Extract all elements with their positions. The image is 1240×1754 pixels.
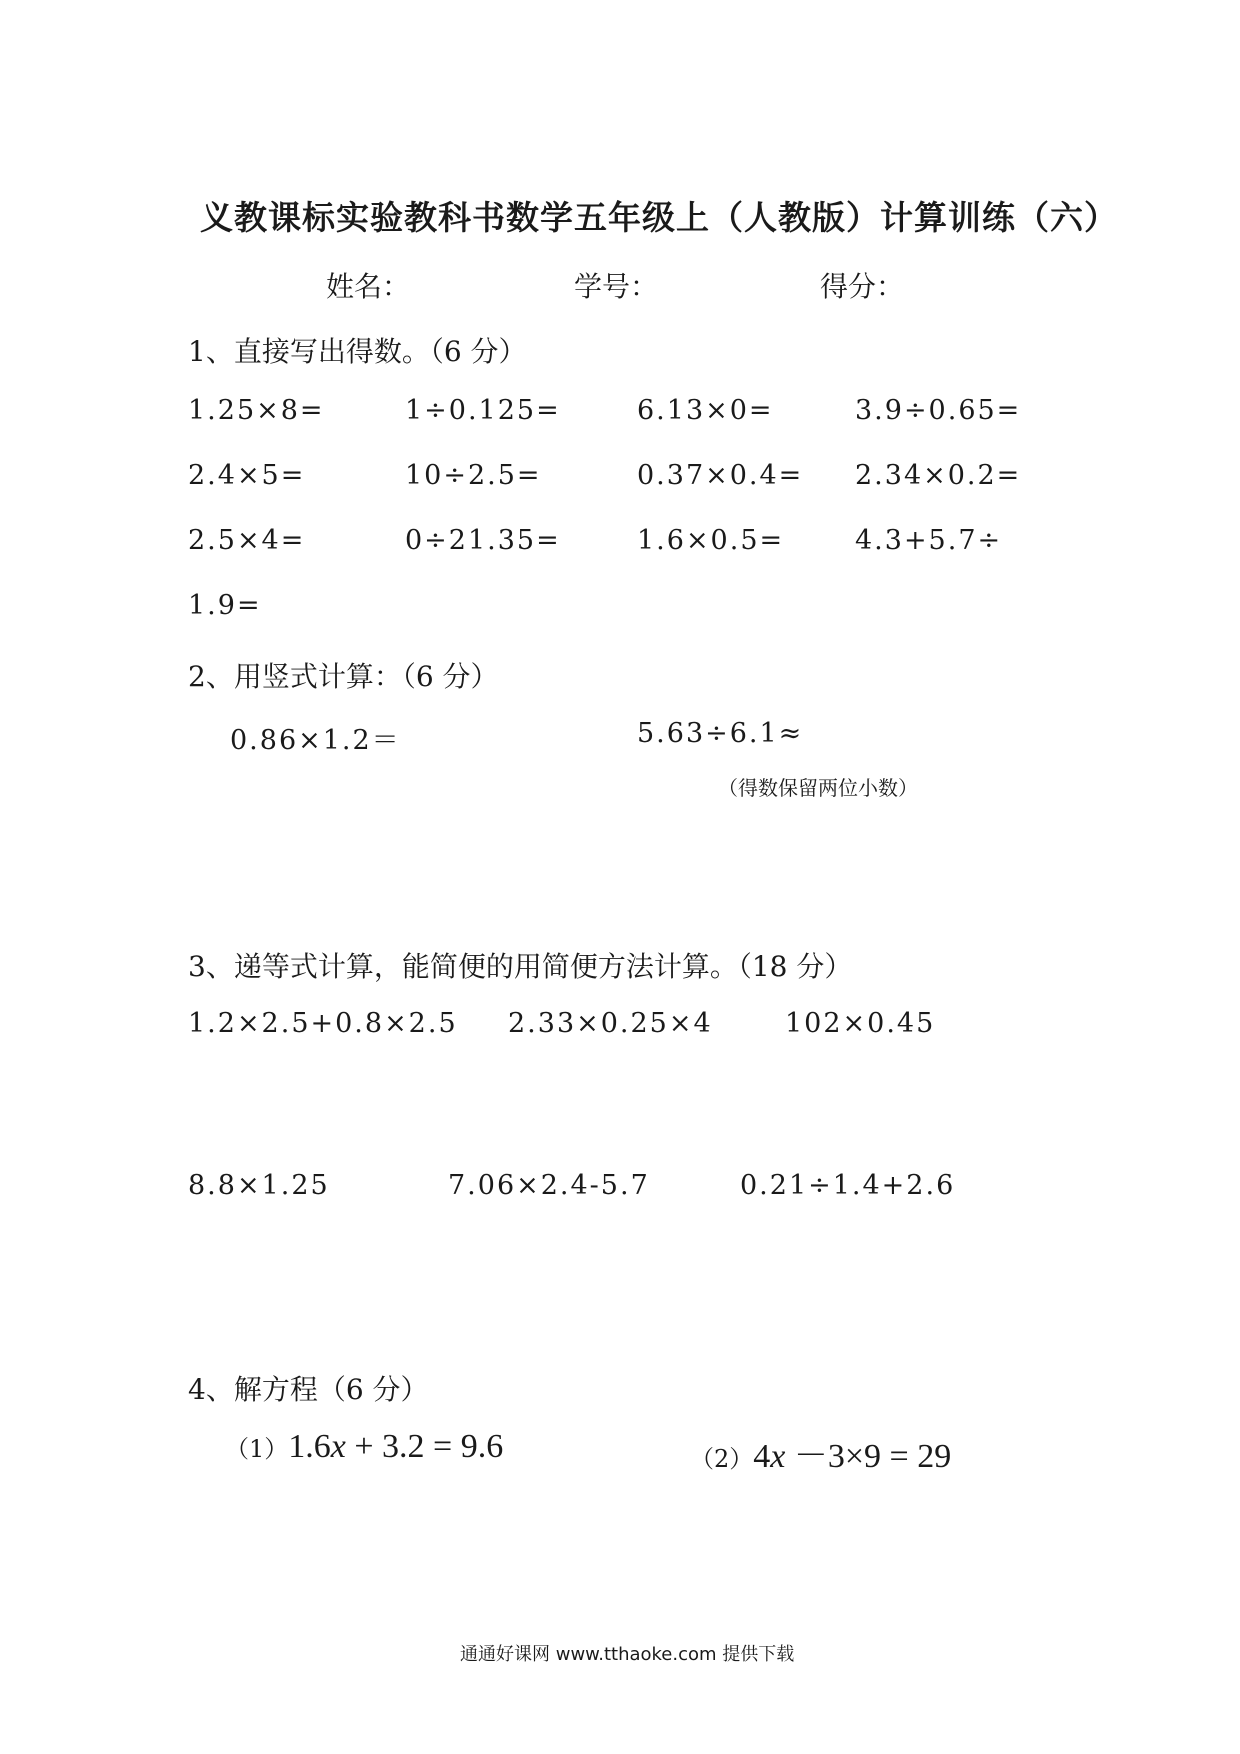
eq2-label: （2）	[690, 1445, 754, 1473]
s1-r1-c2: 1÷0.125=	[405, 395, 561, 426]
eq1-coefficient: 1.6	[288, 1428, 331, 1465]
s3-r1-c3: 102×0.45	[785, 1008, 936, 1039]
s2-rounding-note: （得数保留两位小数）	[718, 776, 918, 800]
score-label: 得分：	[820, 270, 905, 303]
equation-1	[225, 1428, 503, 1466]
eq2-rest: －3×9 = 29	[785, 1438, 952, 1475]
section4-heading: 4、解方程（6 分）	[188, 1373, 429, 1406]
s2-item1: 0.86×1.2＝	[230, 725, 401, 756]
equation-2	[690, 1428, 951, 1477]
s1-r2-c1: 2.4×5=	[188, 460, 306, 491]
s2-item2: 5.63÷6.1≈	[637, 718, 804, 749]
eq1-variable: x	[330, 1428, 346, 1465]
s1-r1-c4: 3.9÷0.65=	[855, 395, 1022, 426]
student-number-label: 学号：	[574, 270, 659, 303]
s1-continuation: 1.9=	[188, 590, 262, 621]
eq1-rest: + 3.2 = 9.6	[345, 1428, 504, 1465]
eq1-label: （1）	[225, 1435, 289, 1463]
s1-r1-c1: 1.25×8=	[188, 395, 325, 426]
eq2-coefficient: 4	[753, 1438, 771, 1475]
s1-r3-c2: 0÷21.35=	[405, 525, 561, 556]
page-title: 义教课标实验教科书数学五年级上（人教版）计算训练（六）	[200, 198, 1118, 237]
s1-r2-c4: 2.34×0.2=	[855, 460, 1022, 491]
s1-r1-c3: 6.13×0=	[637, 395, 774, 426]
footer-source: 通通好课网 www.tthaoke.com 提供下载	[460, 1644, 795, 1665]
s1-r2-c2: 10÷2.5=	[405, 460, 542, 491]
section1-heading: 1、直接写出得数。（6 分）	[188, 335, 527, 368]
s3-r2-c2: 7.06×2.4-5.7	[448, 1170, 650, 1201]
section2-heading: 2、用竖式计算：（6 分）	[188, 660, 499, 693]
s1-r2-c3: 0.37×0.4=	[637, 460, 804, 491]
s3-r1-c1: 1.2×2.5+0.8×2.5	[188, 1008, 458, 1039]
s1-r3-c3: 1.6×0.5=	[637, 525, 785, 556]
s3-r2-c3: 0.21÷1.4+2.6	[740, 1170, 956, 1201]
s1-r3-c1: 2.5×4=	[188, 525, 306, 556]
eq2-variable: x	[770, 1438, 786, 1475]
s3-r1-c2: 2.33×0.25×4	[508, 1008, 713, 1039]
s3-r2-c1: 8.8×1.25	[188, 1170, 330, 1201]
section3-heading: 3、递等式计算，能简便的用简便方法计算。（18 分）	[188, 950, 853, 983]
s1-r3-c4: 4.3+5.7÷	[855, 525, 1003, 556]
name-label: 姓名：	[326, 270, 411, 303]
